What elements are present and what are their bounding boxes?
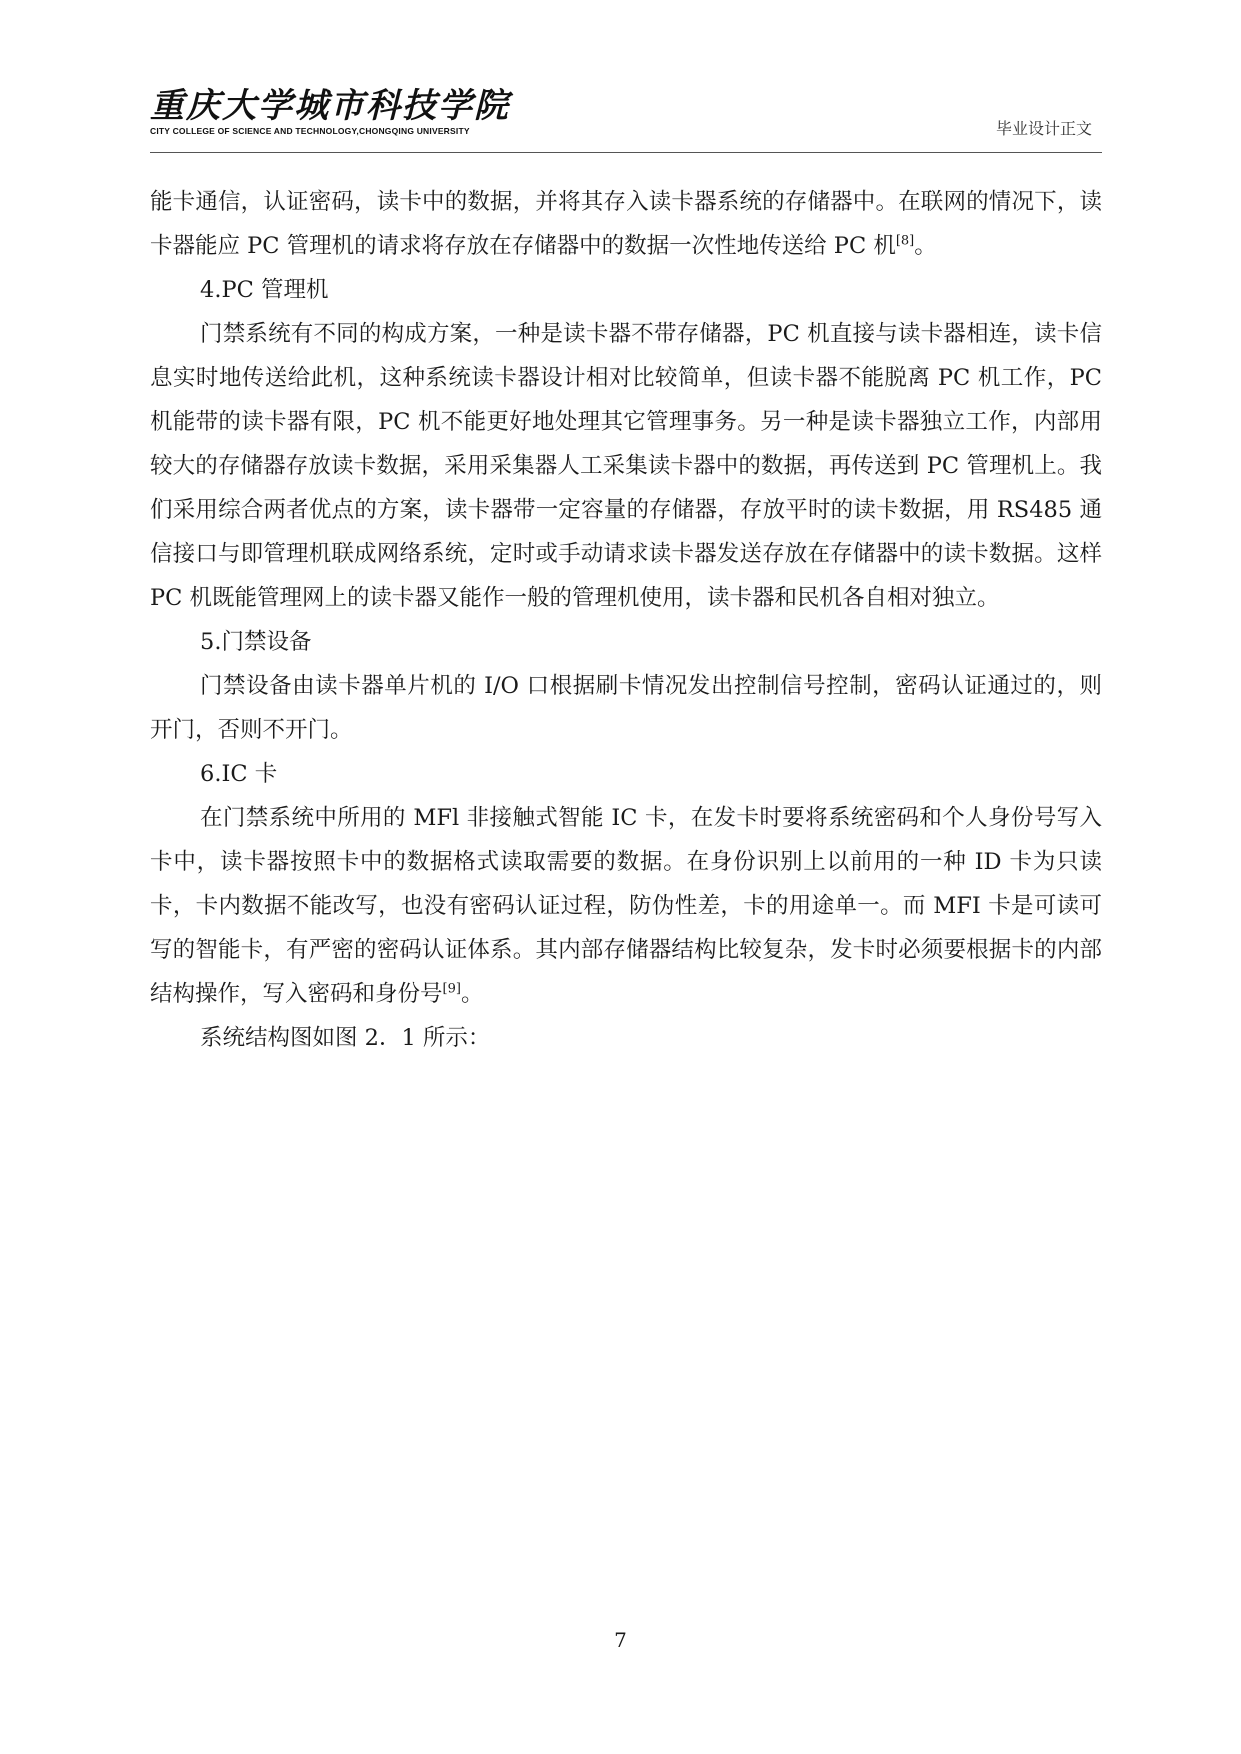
paragraph-text: 能卡通信，认证密码，读卡中的数据，并将其存入读卡器系统的存储器中。在联网的情况下，读卡器能应 PC 管理机的请求将存放在存储器中的数据一次性地传送给 PC 机	[150, 189, 1102, 259]
page-header	[150, 84, 1102, 153]
section-heading-ic-card: 6.IC 卡	[200, 761, 278, 787]
paragraph-continued	[150, 180, 1102, 268]
paragraph-end: 。	[460, 981, 484, 1007]
page-number: 7	[614, 1628, 627, 1652]
paragraph-ic-card	[150, 796, 1102, 1016]
section-heading-pc-manager: 4.PC 管理机	[200, 277, 329, 303]
paragraph-text: 在门禁系统中所用的 MFl 非接触式智能 IC 卡，在发卡时要将系统密码和个人身份号写入卡中，读卡器按照卡中的数据格式读取需要的数据。在身份识别上以前用的一种 ID 卡为只读卡，卡内数据不能改写，也没有密码认证过程，防伪性差，卡的用途单一。而 MFI 卡是可读可写的智能卡，有严密的密码认证体系。其内部存储器结构比较复杂，发卡时必须要根据卡的内部结构操作，写入密码和身份号	[150, 805, 1102, 1007]
citation-ref: [8]	[895, 233, 915, 249]
citation-ref: [9]	[442, 981, 461, 997]
document-body	[150, 180, 1102, 1060]
section-heading-access-device: 5.门禁设备	[200, 629, 312, 655]
paragraph-pc-manager: 门禁系统有不同的构成方案，一种是读卡器不带存储器，PC 机直接与读卡器相连，读卡信息实时地传送给此机，这种系统读卡器设计相对比较简单，但读卡器不能脱离 PC 机工作，PC 机能带的读卡器有限，PC 机不能更好地处理其它管理事务。另一种是读卡器独立工作，内部用较大的存储器存放读卡数据，采用采集器人工采集读卡器中的数据，再传送到 PC 管理机上。我们采用综合两者优点的方案，读卡器带一定容量的存储器，存放平时的读卡数据，用 RS485 通信接口与即管理机联成网络系统，定时或手动请求读卡器发送存放在存储器中的读卡数据。这样 PC 机既能管理网上的读卡器又能作一般的管理机使用，读卡器和民机各自相对独立。	[150, 321, 1102, 611]
paragraph-figure-intro: 系统结构图如图 2．1 所示：	[200, 1025, 491, 1051]
university-logo	[150, 86, 570, 137]
logo-english-name: CITY COLLEGE OF SCIENCE AND TECHNOLOGY,CHONGQING UNIVERSITY	[150, 126, 470, 136]
paragraph-end: 。	[914, 233, 937, 259]
header-section-title: 毕业设计正文	[995, 119, 1092, 138]
paragraph-access-device: 门禁设备由读卡器单片机的 I/O 口根据刷卡情况发出控制信号控制，密码认证通过的，则开门，否则不开门。	[150, 673, 1102, 743]
logo-chinese-name: 重庆大学城市科技学院	[150, 86, 510, 126]
